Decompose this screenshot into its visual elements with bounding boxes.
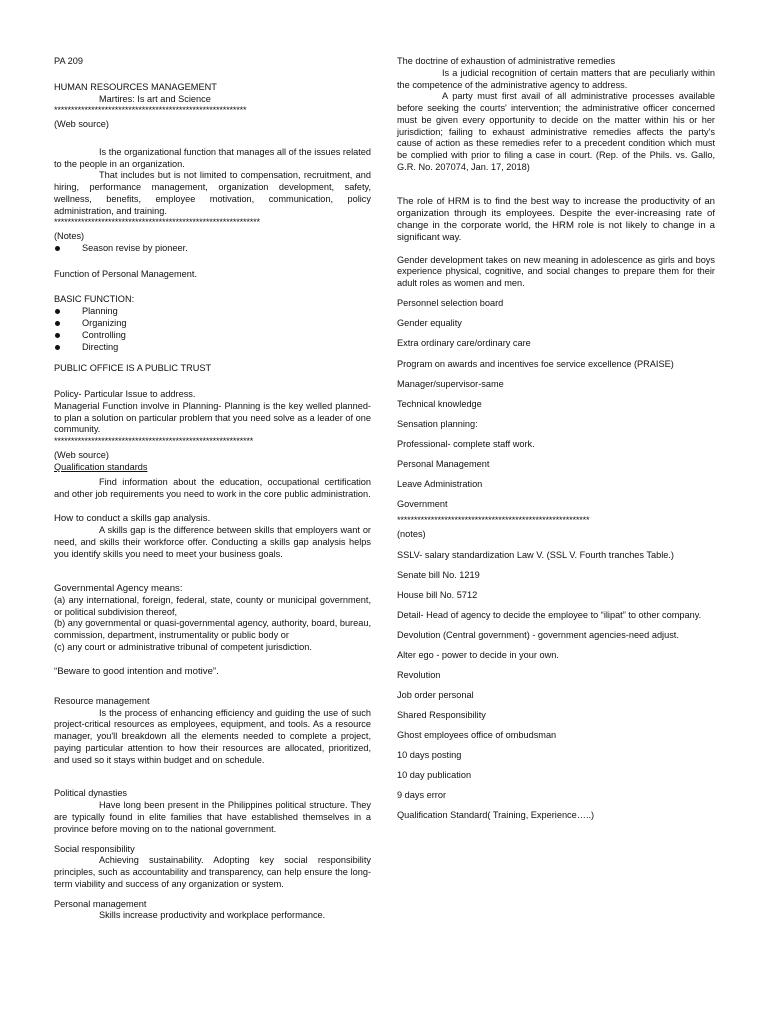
gov-agency-item-a: (a) any international, foreign, federal, state, county or municipal government, or political subdivision thereof, — [54, 594, 371, 617]
list-item: Ghost employees office of ombudsman — [397, 730, 557, 741]
managerial-text: Managerial Function involve in Planning- Planning is the key welled planned- to plan a solution on particular problem that you need solve as a leader of one community. — [54, 400, 371, 435]
list-item: 10 days posting — [397, 750, 462, 761]
list-item: Season revise by pioneer. — [54, 243, 371, 255]
list-item: Professional- complete staff work. — [397, 438, 535, 449]
star-divider: ********************************************************* — [54, 105, 247, 116]
notes-list — [54, 243, 371, 255]
list-item: Government — [397, 498, 448, 509]
gender-development-text: Gender development takes on new meaning in adolescence as girls and boys experience physical, cognitive, and social changes to prepare them for their adult roles as women and men. — [397, 254, 715, 289]
list-item: Job order personal — [397, 689, 474, 700]
hrm-scope: That includes but is not limited to compensation, recruitment, and hiring, performance management, organization development, safety, wellness, benefits, employee motivation, communication, policy administration, and training. — [54, 170, 371, 216]
resource-text: Is the process of enhancing efficiency and guiding the use of such project-critical resources as employees, equipment, and tools. As a resource manager, you'll breakdown all the elements needed to complete a project, paying particular attention to how their resources are allocated, prioritized, and used so it stays within budget and on schedule. — [54, 707, 371, 765]
house-bill: House bill No. 5712 — [397, 589, 478, 600]
list-item: Alter ego - power to decide in your own. — [397, 649, 559, 660]
hrm-role-text: The role of HRM is to find the best way to increase the productivity of an organization through its employees. Despite the ever-increasing rate of change in the corporate world, the HRM role is not likely to change in a significant way. — [397, 195, 715, 244]
beware-quote: “Beware to good intention and motive”. — [54, 665, 219, 677]
web-source-label: (Web source) — [54, 119, 109, 130]
list-item: Personnel selection board — [397, 298, 504, 309]
list-item: Revolution — [397, 669, 441, 680]
list-item: Personal Management — [397, 458, 490, 469]
qualification-text: Find information about the education, occupational certification and other job requirements you need to work in the core public administration. — [54, 477, 371, 500]
list-item: 10 day publication — [397, 770, 472, 781]
list-item: 9 days error — [397, 790, 447, 801]
course-code: PA 209 — [54, 56, 83, 66]
doctrine-explanation: A party must first avail of all administrative processes available before seeking the courts' intervention; the administrative officer concerned must be given every opportunity to decide on the matter within his or her jurisdiction; failing to exhaust administrative remedies affects the party's cause of action as these remedies refer to a precedent condition which must be complied with prior to filing a case in court. (Rep. of the Phils. vs. Gallo, G.R. No. 207074, Jan. 17, 2018) — [397, 91, 715, 172]
detail-text: Detail- Head of agency to decide the employee to “ilipat” to other company. — [397, 609, 702, 620]
policy-text: Policy- Particular Issue to address. — [54, 389, 196, 400]
document-subtitle: Martires: Is art and Science — [99, 93, 211, 104]
notes-list — [397, 298, 715, 822]
public-office-heading: PUBLIC OFFICE IS A PUBLIC TRUST — [54, 363, 212, 374]
resource-heading: Resource management — [54, 695, 150, 706]
basic-function-list — [54, 306, 371, 353]
gov-agency-item-c: (c) any court or administrative tribunal of competent jurisdiction. — [54, 641, 312, 652]
list-item: Leave Administration — [397, 478, 483, 489]
notes-label: (notes) — [397, 529, 426, 540]
basic-function-heading: BASIC FUNCTION: — [54, 294, 135, 305]
social-heading: Social responsibility — [54, 843, 135, 854]
list-item: Organizing — [54, 318, 371, 330]
hrm-definition: Is the organizational function that manages all of the issues related to the people in an organization. — [54, 146, 371, 169]
document-title: HUMAN RESOURCES MANAGEMENT — [54, 81, 217, 92]
qualification-heading: Qualification standards — [54, 461, 148, 472]
list-item: Controlling — [54, 330, 371, 342]
personal-heading: Personal management — [54, 898, 147, 909]
skills-gap-text: A skills gap is the difference between skills that employers want or need, and skills their workforce offer. Conducting a skills gap analysis helps you identify skills you need to meet your business goals. — [54, 525, 371, 559]
list-item: Gender equality — [397, 318, 462, 329]
gov-agency-heading: Governmental Agency means: — [54, 582, 183, 594]
list-item: Planning — [54, 306, 371, 318]
political-text: Have long been present in the Philippines political structure. They are typically found in elite families that have established themselves in a province before moving on to the national government. — [54, 800, 371, 834]
left-column — [54, 56, 371, 922]
list-item: Qualification Standard( Training, Experience…..) — [397, 810, 595, 821]
list-item: Extra ordinary care/ordinary care — [397, 338, 531, 349]
list-item: Directing — [54, 342, 371, 354]
list-item: Manager/supervisor-same — [397, 378, 504, 389]
function-heading: Function of Personal Management. — [54, 268, 197, 279]
list-item: Program on awards and incentives foe service excellence (PRAISE) — [397, 358, 674, 369]
ssl-text: SSLV- salary standardization Law V. (SSL V. Fourth tranches Table.) — [397, 549, 674, 560]
star-divider: *********************************************************** — [54, 436, 254, 447]
right-column — [397, 56, 715, 822]
gov-agency-item-b: (b) any governmental or quasi-governmental agency, authority, board, bureau, commission, department, instrumentality or public body or — [54, 618, 371, 641]
political-heading: Political dynasties — [54, 788, 128, 799]
list-item: Technical knowledge — [397, 398, 482, 409]
doctrine-heading: The doctrine of exhaustion of administrative remedies — [397, 56, 616, 66]
list-item: Shared Responsibility — [397, 710, 486, 721]
web-source-label: (Web source) — [54, 449, 109, 460]
skills-gap-heading: How to conduct a skills gap analysis. — [54, 512, 211, 524]
star-divider: ************************************************************* — [54, 217, 260, 228]
star-divider: ********************************************************* — [397, 514, 590, 525]
list-item: Devolution (Central government) - government agencies-need adjust. — [397, 629, 679, 640]
personal-text: Skills increase productivity and workplace performance. — [99, 910, 326, 921]
senate-bill: Senate bill No. 1219 — [397, 569, 480, 580]
social-text: Achieving sustainability. Adopting key social responsibility principles, such as accountability and transparency, can help ensure the long-term viability and success of any organization or system. — [54, 855, 371, 889]
list-item: Sensation planning: — [397, 418, 478, 429]
doctrine-definition: Is a judicial recognition of certain matters that are peculiarly within the competence of the administrative agency to address. — [397, 67, 715, 90]
notes-label: (Notes) — [54, 231, 85, 242]
